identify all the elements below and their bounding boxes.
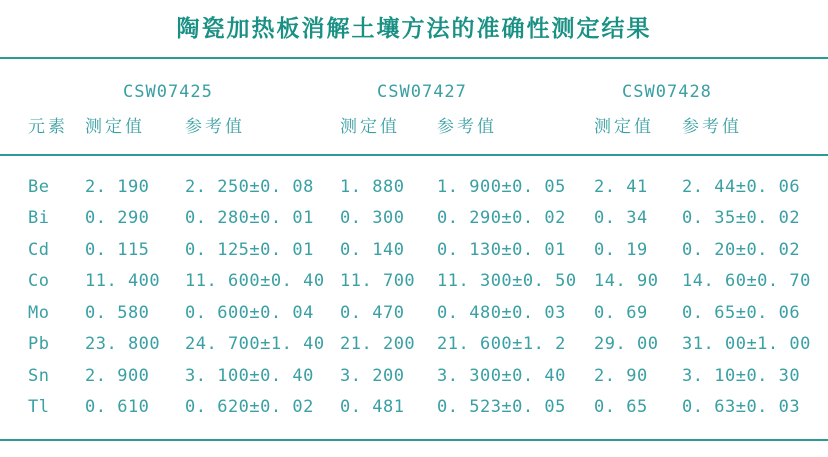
table-row (0, 329, 828, 361)
group-header-csw07427: CSW07427 (377, 82, 467, 102)
measured-value-cell: 11. 400 (85, 271, 161, 292)
reference-value-cell: 3. 10±0. 30 (682, 365, 801, 386)
measured-value-cell: 0. 115 (85, 239, 150, 260)
measured-value-cell: 21. 200 (340, 334, 416, 355)
reference-value-cell: 31. 00±1. 00 (682, 334, 811, 355)
column-header-reference-1: 参考值 (185, 116, 245, 137)
element-cell: Co (28, 271, 50, 292)
reference-value-cell: 0. 290±0. 02 (437, 208, 566, 229)
measured-value-cell: 0. 610 (85, 397, 150, 418)
reference-value-cell: 0. 20±0. 02 (682, 239, 801, 260)
measured-value-cell: 23. 800 (85, 334, 161, 355)
column-header-reference-3: 参考值 (682, 116, 743, 137)
measured-value-cell: 0. 481 (340, 397, 405, 418)
reference-value-cell: 11. 600±0. 40 (185, 271, 325, 292)
measured-value-cell: 0. 470 (340, 302, 405, 323)
element-cell: Be (28, 176, 50, 197)
table-row (0, 203, 828, 235)
reference-value-cell: 0. 65±0. 06 (682, 302, 801, 323)
reference-value-cell: 0. 480±0. 03 (437, 302, 566, 323)
element-cell: Sn (28, 365, 50, 386)
reference-value-cell: 11. 300±0. 50 (437, 271, 577, 292)
group-header-row (0, 78, 828, 106)
page-title: 陶瓷加热板消解土壤方法的准确性测定结果 (176, 16, 652, 42)
measured-value-cell: 2. 190 (85, 176, 150, 197)
reference-value-cell: 0. 130±0. 01 (437, 239, 566, 260)
measured-value-cell: 1. 880 (340, 176, 405, 197)
table-row (0, 234, 828, 266)
table-row (0, 266, 828, 298)
table-row (0, 360, 828, 392)
measured-value-cell: 29. 00 (594, 334, 659, 355)
table-row (0, 392, 828, 424)
table-row (0, 297, 828, 329)
spacer-row (0, 142, 828, 171)
reference-value-cell: 0. 125±0. 01 (185, 239, 314, 260)
column-header-measured-1: 测定值 (85, 116, 145, 137)
top-divider (0, 57, 828, 59)
reference-value-cell: 21. 600±1. 2 (437, 334, 566, 355)
reference-value-cell: 0. 600±0. 04 (185, 302, 314, 323)
reference-value-cell: 0. 63±0. 03 (682, 397, 801, 418)
element-cell: Cd (28, 239, 50, 260)
element-cell: Pb (28, 334, 50, 355)
column-header-measured-3: 测定值 (594, 116, 655, 137)
reference-value-cell: 0. 280±0. 01 (185, 208, 314, 229)
reference-value-cell: 2. 44±0. 06 (682, 176, 801, 197)
measured-value-cell: 0. 65 (594, 397, 648, 418)
measured-value-cell: 2. 41 (594, 176, 648, 197)
reference-value-cell: 14. 60±0. 70 (682, 271, 811, 292)
group-header-spacer (0, 78, 85, 106)
measured-value-cell: 0. 34 (594, 208, 648, 229)
reference-value-cell: 3. 300±0. 40 (437, 365, 566, 386)
measured-value-cell: 11. 700 (340, 271, 416, 292)
reference-value-cell: 0. 35±0. 02 (682, 208, 801, 229)
column-header-measured-2: 测定值 (340, 116, 401, 137)
group-header-csw07428: CSW07428 (622, 82, 712, 102)
reference-value-cell: 3. 100±0. 40 (185, 365, 314, 386)
reference-value-cell: 1. 900±0. 05 (437, 176, 566, 197)
column-header-element: 元素 (28, 116, 68, 137)
column-header-row (0, 106, 828, 142)
element-cell: Tl (28, 397, 50, 418)
measured-value-cell: 2. 90 (594, 365, 648, 386)
measured-value-cell: 0. 580 (85, 302, 150, 323)
measured-value-cell: 14. 90 (594, 271, 659, 292)
reference-value-cell: 24. 700±1. 40 (185, 334, 325, 355)
table-row (0, 171, 828, 203)
reference-value-cell: 0. 620±0. 02 (185, 397, 314, 418)
group-header-csw07425: CSW07425 (123, 82, 213, 102)
measured-value-cell: 0. 19 (594, 239, 648, 260)
measured-value-cell: 0. 300 (340, 208, 405, 229)
measured-value-cell: 3. 200 (340, 365, 405, 386)
results-table (0, 78, 828, 423)
measured-value-cell: 0. 69 (594, 302, 648, 323)
measured-value-cell: 0. 290 (85, 208, 150, 229)
reference-value-cell: 2. 250±0. 08 (185, 176, 314, 197)
element-cell: Mo (28, 302, 50, 323)
column-header-reference-2: 参考值 (437, 116, 498, 137)
bottom-divider (0, 439, 828, 441)
measured-value-cell: 2. 900 (85, 365, 150, 386)
reference-value-cell: 0. 523±0. 05 (437, 397, 566, 418)
measured-value-cell: 0. 140 (340, 239, 405, 260)
element-cell: Bi (28, 208, 50, 229)
